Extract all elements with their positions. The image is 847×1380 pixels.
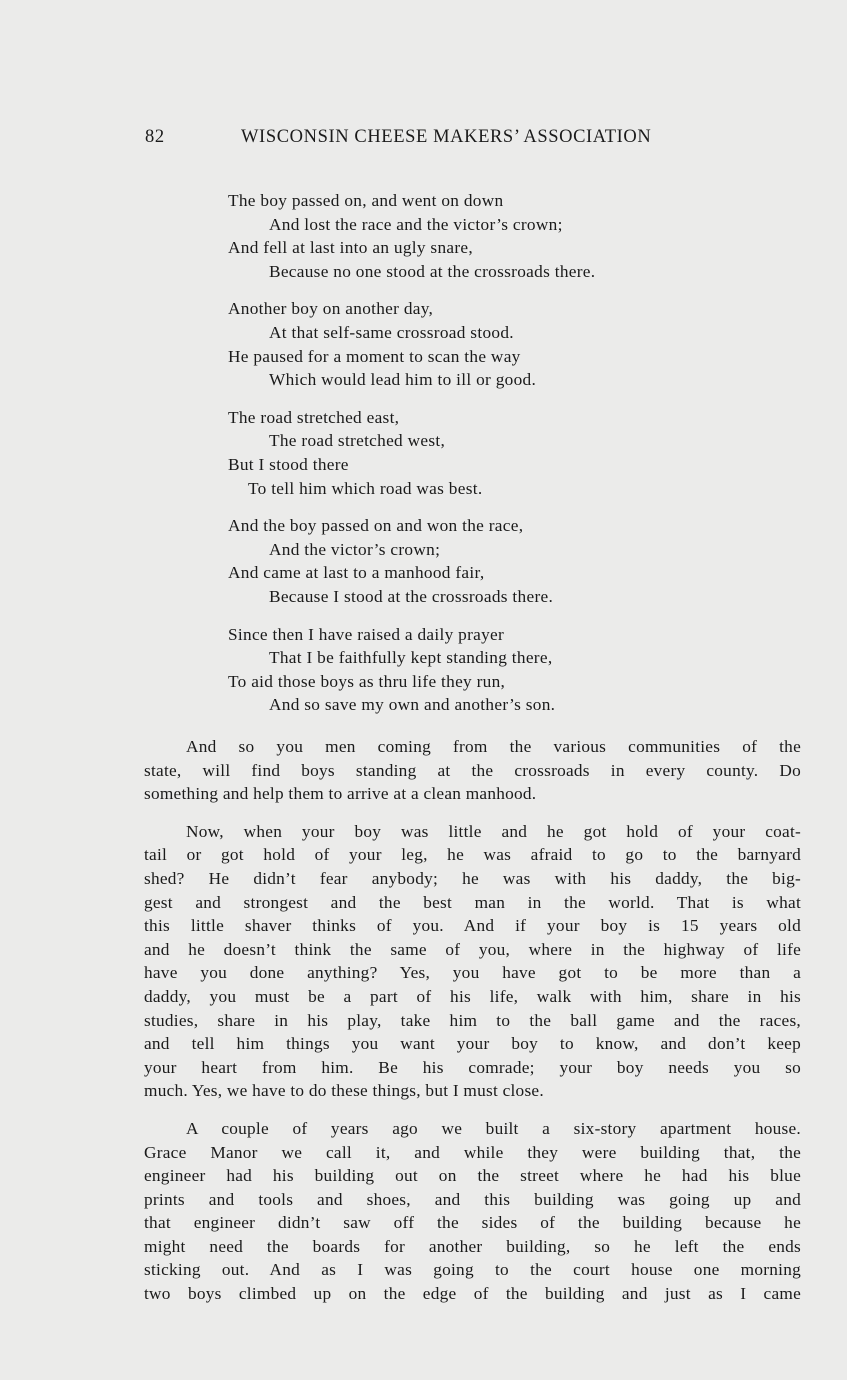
- poem-line: Because no one stood at the crossroads there.: [269, 261, 596, 281]
- poem-stanza: [228, 297, 698, 391]
- text-line: and he doesn’t think the same of you, where in the highway of life: [144, 939, 801, 959]
- text-line: your heart from him. Be his comrade; your boy needs you so: [144, 1057, 801, 1077]
- poem-line: Which would lead him to ill or good.: [269, 370, 537, 390]
- running-title: WISCONSIN CHEESE MAKERS’ ASSOCIATION: [241, 127, 652, 147]
- poem-line: And the victor’s crown;: [269, 539, 441, 559]
- poem-line: At that self-same crossroad stood.: [269, 322, 514, 342]
- text-line: And so you men coming from the various communities of the: [186, 737, 801, 756]
- text-line: sticking out. And as I was going to the court house one morning: [144, 1260, 801, 1280]
- text-line: two boys climbed up on the edge of the building and just as I came: [144, 1284, 801, 1304]
- poem-line: Another boy on another day,: [228, 299, 434, 319]
- poem-line: The road stretched west,: [269, 431, 446, 451]
- text-line: have you done anything? Yes, you have got to be more than a: [144, 963, 801, 983]
- poem-line: Because I stood at the crossroads there.: [269, 586, 554, 606]
- text-line: tail or got hold of your leg, he was afraid to go to the barnyard: [144, 845, 801, 865]
- text-line: shed? He didn’t fear anybody; he was with his daddy, the big-: [144, 868, 801, 888]
- text-line: that engineer didn’t saw off the sides of the building because he: [144, 1213, 801, 1233]
- text-line: studies, share in his play, take him to the ball game and the races,: [144, 1010, 801, 1030]
- page-number: 82: [145, 127, 165, 147]
- poem-line: And the boy passed on and won the race,: [228, 516, 524, 536]
- text-line: engineer had his building out on the street where he had his blue: [144, 1166, 801, 1186]
- poem-stanza: [228, 623, 698, 717]
- paragraph: [144, 735, 801, 806]
- body-text: [144, 735, 801, 1320]
- poem-stanza: [228, 514, 698, 608]
- text-line: daddy, you must be a part of his life, walk with him, share in his: [144, 986, 801, 1006]
- poem-line: And lost the race and the victor’s crown;: [269, 214, 563, 234]
- poem-line: And fell at last into an ugly snare,: [228, 238, 473, 258]
- text-line: this little shaver thinks of you. And if your boy is 15 years old: [144, 916, 801, 936]
- poem-line: To tell him which road was best.: [248, 478, 483, 498]
- poem-line: Since then I have raised a daily prayer: [228, 624, 505, 644]
- poem-line: The road stretched east,: [228, 407, 400, 427]
- poem-stanza: [228, 406, 698, 500]
- text-line: Grace Manor we call it, and while they were building that, the: [144, 1142, 801, 1162]
- poem-stanza: [228, 189, 698, 283]
- poem-line: To aid those boys as thru life they run,: [228, 671, 506, 691]
- text-line: Now, when your boy was little and he got hold of your coat-: [186, 821, 801, 841]
- poem-line: And so save my own and another’s son.: [269, 695, 556, 715]
- text-line: gest and strongest and the best man in the world. That is what: [144, 892, 801, 912]
- poem-line: And came at last to a manhood fair,: [228, 563, 485, 583]
- text-line: and tell him things you want your boy to know, and don’t keep: [144, 1034, 801, 1054]
- poem: [228, 189, 698, 731]
- text-line: much. Yes, we have to do these things, but I must close.: [144, 1081, 544, 1101]
- text-line: prints and tools and shoes, and this building was going up and: [144, 1189, 801, 1209]
- poem-line: But I stood there: [228, 454, 349, 474]
- page-header: [145, 127, 735, 149]
- text-line: state, will find boys standing at the crossroads in every county. Do: [144, 760, 801, 780]
- text-line: something and help them to arrive at a clean manhood.: [144, 784, 537, 804]
- text-line: might need the boards for another building, so he left the ends: [144, 1236, 801, 1256]
- poem-line: The boy passed on, and went on down: [228, 191, 504, 210]
- paragraph: [144, 820, 801, 1103]
- poem-line: He paused for a moment to scan the way: [228, 346, 521, 366]
- paragraph: [144, 1117, 801, 1306]
- poem-line: That I be faithfully kept standing there,: [269, 648, 553, 668]
- text-line: A couple of years ago we built a six-story apartment house.: [186, 1118, 801, 1138]
